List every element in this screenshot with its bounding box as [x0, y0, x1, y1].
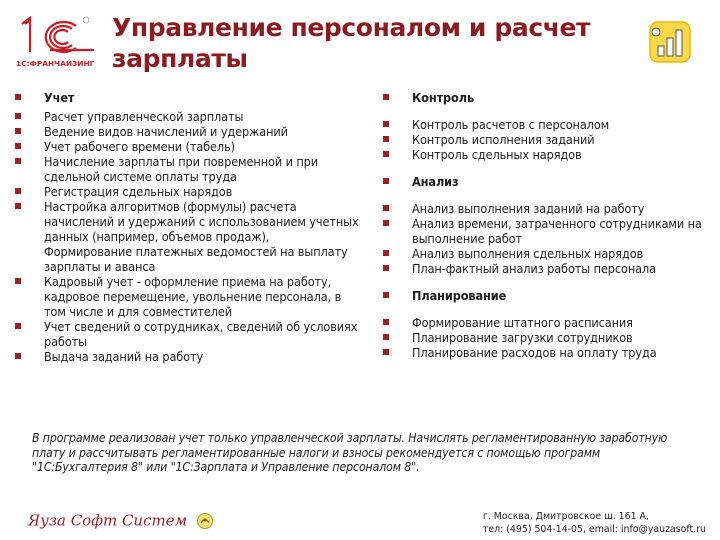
contact-info — [483, 510, 706, 536]
list-item: Анализ выполнения сдельных нарядов — [382, 246, 712, 261]
right-column — [382, 90, 712, 360]
chart-badge-icon — [640, 16, 698, 70]
note-text: В программе реализован учет только управленческой зарплаты. Начислять регламентированную заработную плату и рассчитывать регламентированные налоги и взносы рекомендуется с помощью программ "1С:Бухгалтерия 8" или "1С:Зарплата и Управление персоналом 8". — [32, 431, 668, 474]
list-item: Выдача заданий на работу — [14, 349, 359, 364]
brand-logo-icon — [196, 512, 214, 530]
list-item: Контроль расчетов с персоналом — [382, 117, 712, 132]
list-item: Учет сведений о сотрудниках, сведений об условиях работы — [14, 319, 359, 349]
logo-text: 1С:ФРАНЧАЙЗИНГ — [16, 59, 95, 68]
list-item: Анализ времени, затраченного сотрудниками на выполнение работ — [382, 216, 712, 246]
footer-brand — [28, 510, 214, 532]
page-title: Управление персоналом и расчет зарплаты — [112, 13, 591, 73]
brand-name: Яуза Софт Систем — [28, 511, 188, 530]
section-heading: Планирование — [382, 288, 712, 303]
list-item: Планирование загрузки сотрудников — [382, 330, 712, 345]
list-item: Учет рабочего времени (табель) — [14, 139, 359, 154]
section-heading: Учет — [14, 90, 359, 105]
section-heading: Контроль — [382, 90, 712, 105]
right-bullet-list — [382, 90, 712, 360]
list-item: Начисление зарплаты при повременной и при сдельной системе оплаты труда — [14, 154, 359, 184]
left-bullet-list — [14, 90, 359, 364]
list-item: Анализ выполнения заданий на работу — [382, 201, 712, 216]
address: г. Москва, Дмитровское ш. 161 А, — [482, 511, 649, 522]
1c-franchising-logo — [14, 12, 106, 70]
list-item: Контроль сдельных нарядов — [382, 147, 712, 162]
section-heading: Анализ — [382, 174, 712, 189]
list-item: Контроль исполнения заданий — [382, 132, 712, 147]
list-item: Планирование расходов на оплату труда — [382, 345, 712, 360]
list-item: Ведение видов начислений и удержаний — [14, 124, 359, 139]
left-column — [14, 90, 359, 364]
list-item: Настройка алгоритмов (формулы) расчета начислений и удержаний с использованием учетных данных (например, объемов продаж), Формирование платежных ведомостей на выплату зарплаты и аванса — [14, 199, 359, 274]
list-item: Расчет управленческой зарплаты — [14, 109, 359, 124]
list-item: План-фактный анализ работы персонала — [382, 261, 712, 276]
list-item: Кадровый учет - оформление приема на работу, кадровое перемещение, увольнение персонала, в том числе и для совместителей — [14, 274, 359, 319]
list-item: Формирование штатного расписания — [382, 315, 712, 330]
list-item: Регистрация сдельных нарядов — [14, 184, 359, 199]
phone-email: тел: (495) 504-14-05, email: info@yauzasoft.ru — [482, 524, 706, 535]
